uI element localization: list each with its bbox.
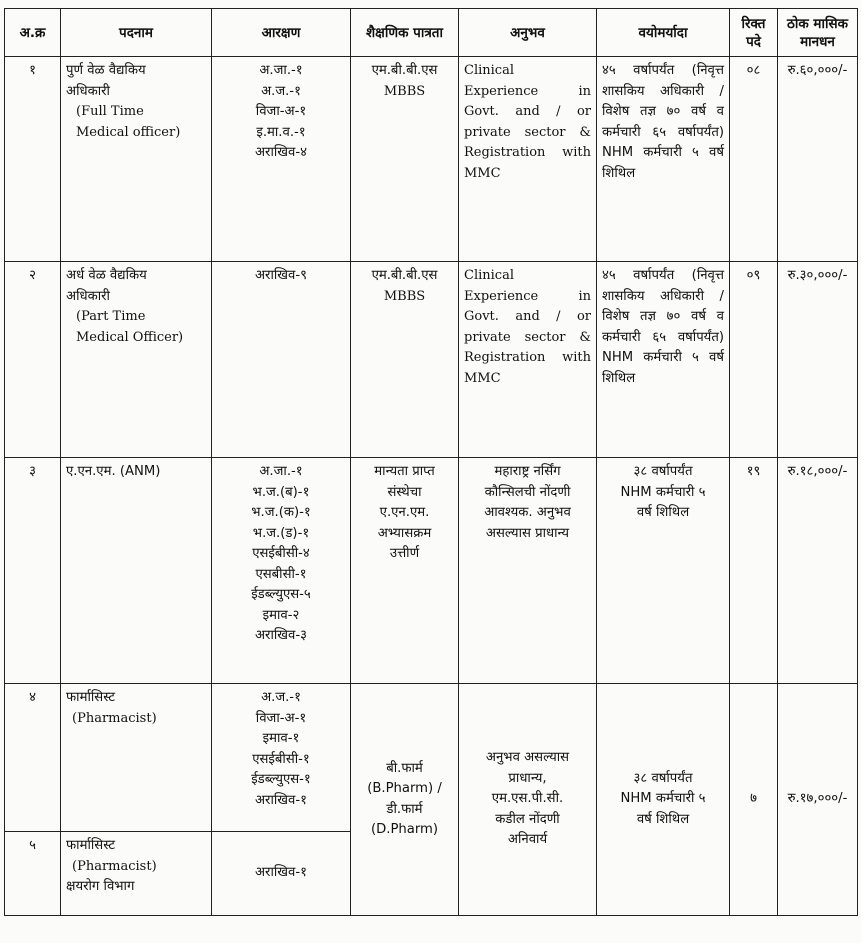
post-line: अधिकारी <box>66 83 110 99</box>
sr-no: ३ <box>5 458 61 684</box>
post-line: (Pharmacist) <box>72 858 157 874</box>
col-header-reservation: आरक्षण <box>212 9 351 57</box>
post-line: (Full Time <box>76 104 144 119</box>
reservation-line: अराखिव-३ <box>254 628 308 643</box>
qualification-line: MBBS <box>383 288 426 304</box>
qualification-line: उत्तीर्ण <box>389 546 420 561</box>
reservation <box>212 832 351 916</box>
post-line: (Part Time <box>76 309 146 324</box>
qualification-line: (D.Pharm) <box>370 822 439 837</box>
qualification <box>351 57 459 262</box>
col-header-post: पदनाम <box>61 9 212 57</box>
reservation-line: अ.ज.-१ <box>261 690 301 705</box>
reservation-line: अराखिव-९ <box>254 268 308 283</box>
qualification-line: (B.Pharm) / <box>367 781 442 796</box>
post-line: फार्मासिस्ट <box>66 838 115 853</box>
sr-no: १ <box>5 57 61 262</box>
reservation-line: अ.जा.-१ <box>259 464 303 479</box>
reservation-line: अ.जा.-१ <box>259 63 303 78</box>
experience <box>459 458 597 684</box>
experience-line: प्राधान्य, <box>508 770 547 786</box>
age-line: वर्ष शिथिल <box>636 811 690 827</box>
reservation-line: ईडब्ल्युएस-१ <box>251 772 311 787</box>
experience-line: अनिवार्य <box>507 832 548 848</box>
sr-no: २ <box>5 262 61 458</box>
experience: Clinical Experience in Govt. and / or private sector & Registration with MMC <box>459 262 597 458</box>
age-limit <box>597 458 730 684</box>
qualification <box>351 458 459 684</box>
experience-line: एम.एस.पी.सी. <box>491 791 564 807</box>
reservation-line: अराखिव-४ <box>254 145 308 160</box>
post-line: Medical Officer) <box>76 329 184 345</box>
reservation-line: अराखिव-१ <box>254 792 308 808</box>
qualification-line: एम.बी.बी.एस <box>371 63 438 78</box>
post-line: ए.एन.एम. (ANM) <box>66 464 161 479</box>
experience-line: कडील नोंदणी <box>495 811 560 827</box>
vacancies: ०९ <box>730 262 778 458</box>
reservation <box>212 57 351 262</box>
vacancies: १९ <box>730 458 778 684</box>
table-row <box>5 458 858 684</box>
reservation-line: एसबीसी-१ <box>255 566 307 582</box>
age-limit: ४५ वर्षापर्यंत (निवृत्त शासकिय अधिकारी / विशेष तज्ञ ७० वर्ष व कर्मचारी ६५ वर्षापर्यंत) NHM कर्मचारी ५ वर्ष शिथिल <box>597 57 730 262</box>
reservation-line: एसईबीसी-४ <box>252 546 310 561</box>
experience-line: कौन्सिलची नोंदणी <box>484 484 571 500</box>
qualification-line: MBBS <box>383 83 426 99</box>
reservation-line: विजा-अ-१ <box>255 104 307 119</box>
post-name <box>61 684 212 832</box>
col-header-vacancies: रिक्त पदे <box>730 9 778 57</box>
sr-no: ४ <box>5 684 61 832</box>
post-line: फार्मासिस्ट <box>66 690 115 705</box>
reservation-line: भ.ज.(क)-१ <box>251 505 311 520</box>
age-line: ३८ वर्षापर्यंत <box>633 464 693 479</box>
age-limit <box>597 684 730 916</box>
qualification-line: डी.फार्म <box>386 801 423 817</box>
sr-no: ५ <box>5 832 61 916</box>
reservation-line: ईडब्ल्युएस-५ <box>251 587 311 602</box>
col-header-experience: अनुभव <box>459 9 597 57</box>
qualification-line: अभ्यासक्रम <box>377 525 432 541</box>
age-limit: ४५ वर्षापर्यंत (निवृत्त शासकिय अधिकारी / विशेष तज्ञ ७० वर्ष व कर्मचारी ६५ वर्षापर्यंत) NHM कर्मचारी ५ वर्ष शिथिल <box>597 262 730 458</box>
vacancies: ७ <box>730 684 778 916</box>
post-name <box>61 458 212 684</box>
age-line: ३८ वर्षापर्यंत <box>633 770 693 786</box>
qualification-line: मान्यता प्राप्त <box>374 464 435 479</box>
salary: रु.६०,०००/- <box>778 57 858 262</box>
post-name <box>61 832 212 916</box>
age-line: NHM कर्मचारी ५ <box>620 791 706 807</box>
age-line: NHM कर्मचारी ५ <box>620 484 706 500</box>
reservation-line: भ.ज.(ब)-१ <box>252 484 310 500</box>
salary: रु.३०,०००/- <box>778 262 858 458</box>
vacancies: ०८ <box>730 57 778 262</box>
salary: रु.१८,०००/- <box>778 458 858 684</box>
experience-line: महाराष्ट्र नर्सिंग <box>494 464 561 479</box>
post-line: अधिकारी <box>66 288 110 304</box>
qualification-line: एम.बी.बी.एस <box>371 268 438 283</box>
experience <box>459 684 597 916</box>
reservation-line: भ.ज.(ड)-१ <box>252 525 310 541</box>
post-line: अर्ध वेळ वैद्यकिय <box>66 268 147 283</box>
post-line: क्षयरोग विभाग <box>66 879 135 894</box>
qualification <box>351 262 459 458</box>
col-header-age-limit: वयोमर्यादा <box>597 9 730 57</box>
experience: Clinical Experience in Govt. and / or private sector & Registration with MMC <box>459 57 597 262</box>
recruitment-table <box>4 8 858 916</box>
post-line: पुर्ण वेळ वैद्यकिय <box>66 63 146 78</box>
reservation-line: अ.ज.-१ <box>261 83 301 99</box>
col-header-salary: ठोक मासिक मानधन <box>778 9 858 57</box>
qualification-line: संस्थेचा <box>387 484 422 500</box>
post-line: (Pharmacist) <box>72 710 157 726</box>
post-name <box>61 57 212 262</box>
table-row <box>5 262 858 458</box>
experience-line: अनुभव असल्यास <box>485 750 570 766</box>
reservation-line: अराखिव-१ <box>254 865 308 881</box>
reservation-line: इमाव-२ <box>262 607 300 623</box>
qualification-line: ए.एन.एम. <box>379 505 430 520</box>
post-line: Medical officer) <box>76 124 181 140</box>
reservation-line: विजा-अ-१ <box>255 710 307 726</box>
reservation <box>212 458 351 684</box>
age-line: वर्ष शिथिल <box>636 505 690 520</box>
experience-line: असल्यास प्राधान्य <box>485 525 570 541</box>
table-row <box>5 684 858 832</box>
col-header-qualification: शैक्षणिक पात्रता <box>351 9 459 57</box>
reservation-line: इ.मा.व.-१ <box>256 124 306 140</box>
qualification-line: बी.फार्म <box>386 760 423 776</box>
salary: रु.१७,०००/- <box>778 684 858 916</box>
table-row <box>5 57 858 262</box>
post-name <box>61 262 212 458</box>
qualification <box>351 684 459 916</box>
col-header-sr: अ.क्र <box>5 9 61 57</box>
header-row <box>5 9 858 57</box>
reservation-line: इमाव-१ <box>262 731 300 746</box>
experience-line: आवश्यक. अनुभव <box>484 505 571 520</box>
reservation <box>212 684 351 832</box>
reservation <box>212 262 351 458</box>
reservation-line: एसईबीसी-१ <box>252 751 310 767</box>
